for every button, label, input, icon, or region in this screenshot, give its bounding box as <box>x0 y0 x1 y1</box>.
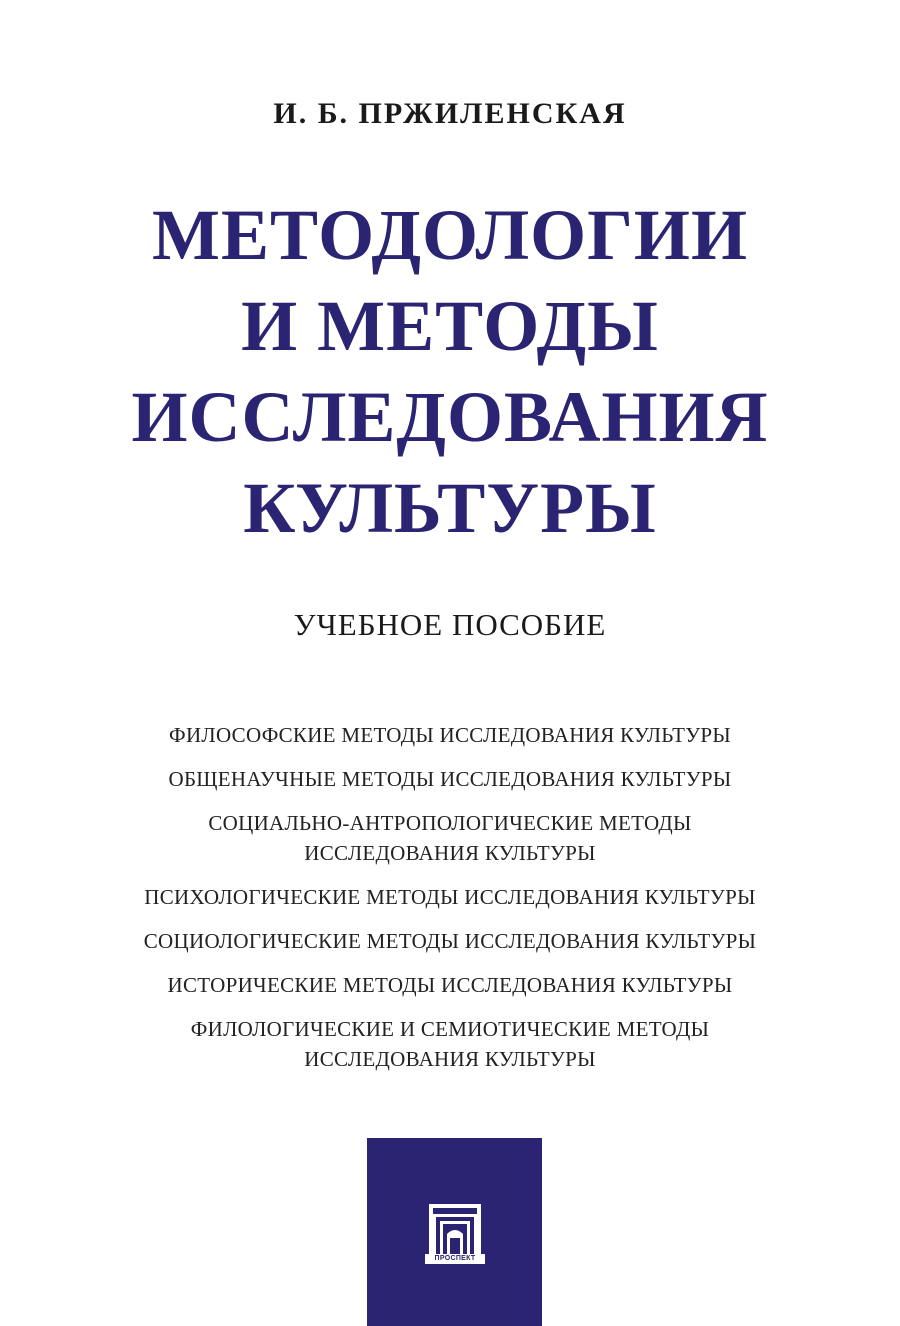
book-title-line: МЕТОДОЛОГИИ <box>152 195 748 275</box>
topic-line: ФИЛОСОФСКИЕ МЕТОДЫ ИССЛЕДОВАНИЯ КУЛЬТУРЫ <box>169 723 731 747</box>
topic-item <box>0 808 900 868</box>
topic-line: СОЦИАЛЬНО-АНТРОПОЛОГИЧЕСКИЕ МЕТОДЫ <box>208 811 692 835</box>
topic-line: ФИЛОЛОГИЧЕСКИЕ И СЕМИОТИЧЕСКИЕ МЕТОДЫ <box>190 1017 710 1041</box>
book-title-line: КУЛЬТУРЫ <box>243 468 657 548</box>
book-title <box>0 190 900 554</box>
topic-line: СОЦИОЛОГИЧЕСКИЕ МЕТОДЫ ИССЛЕДОВАНИЯ КУЛЬТУРЫ <box>143 929 757 953</box>
topic-item <box>0 926 900 956</box>
topic-item <box>0 882 900 912</box>
topic-item <box>0 1014 900 1074</box>
book-title-line: И МЕТОДЫ <box>241 286 659 366</box>
author-name: И. Б. ПРЖИЛЕНСКАЯ <box>273 97 627 130</box>
topic-item <box>0 720 900 750</box>
topic-line: ОБЩЕНАУЧНЫЕ МЕТОДЫ ИССЛЕДОВАНИЯ КУЛЬТУРЫ <box>168 767 732 791</box>
topic-line: ИССЛЕДОВАНИЯ КУЛЬТУРЫ <box>304 841 596 865</box>
publisher-block <box>367 1138 542 1326</box>
book-title-line: ИССЛЕДОВАНИЯ <box>131 377 769 457</box>
book-subtitle: УЧЕБНОЕ ПОСОБИЕ <box>293 607 607 642</box>
publisher-name: ПРОСПЕКТ <box>425 1254 485 1264</box>
topic-line: ИССЛЕДОВАНИЯ КУЛЬТУРЫ <box>304 1047 596 1071</box>
topic-line: ПСИХОЛОГИЧЕСКИЕ МЕТОДЫ ИССЛЕДОВАНИЯ КУЛЬТУРЫ <box>144 885 756 909</box>
topic-line: ИСТОРИЧЕСКИЕ МЕТОДЫ ИССЛЕДОВАНИЯ КУЛЬТУРЫ <box>167 973 733 997</box>
topic-item <box>0 764 900 794</box>
topic-item <box>0 970 900 1000</box>
topics-list <box>0 720 900 1088</box>
